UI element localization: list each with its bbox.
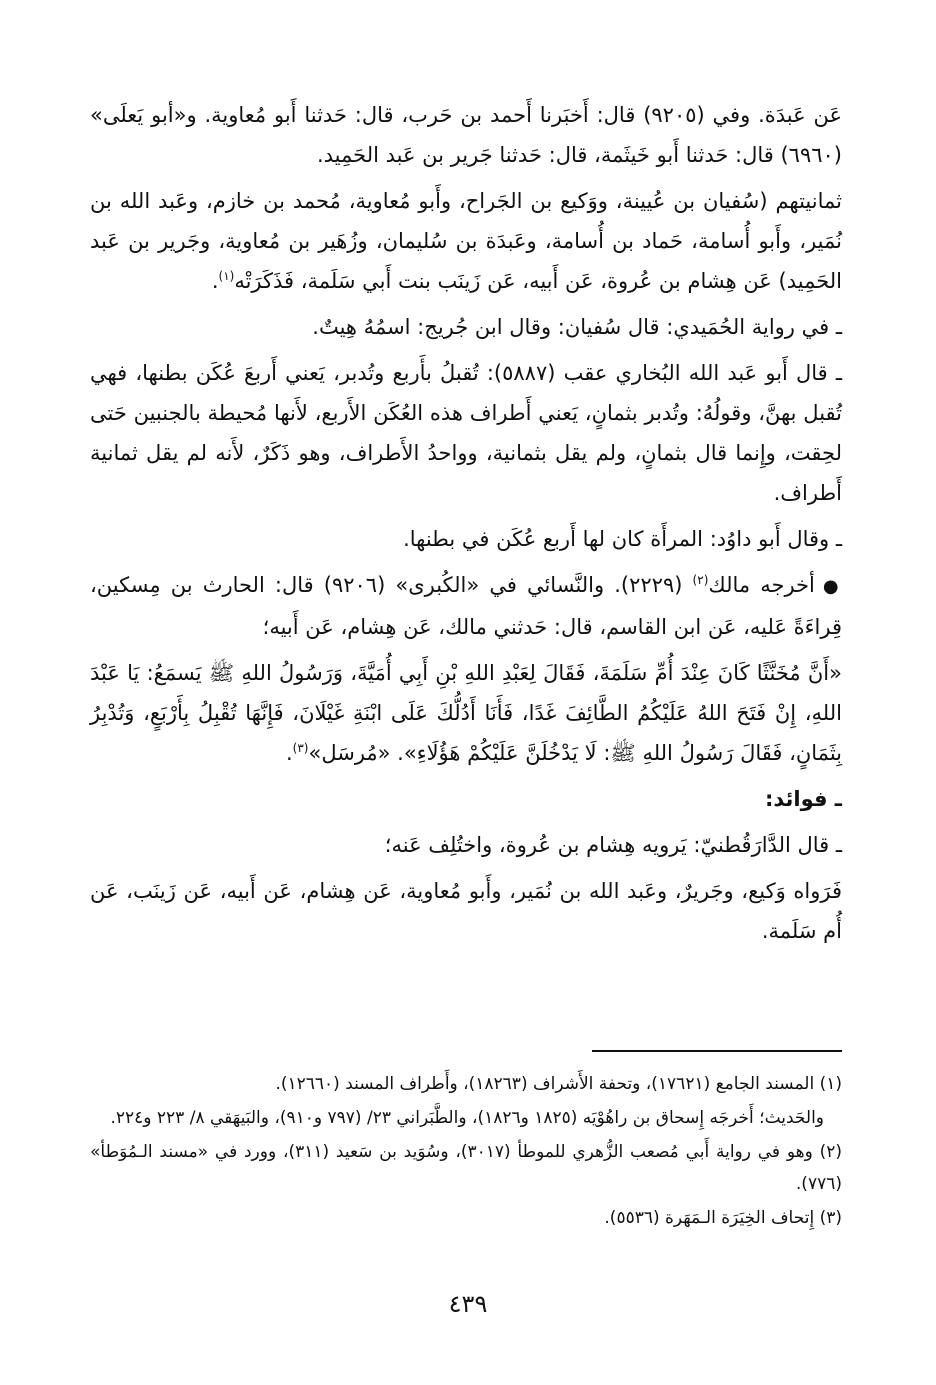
paragraph-5-text: ـ وقال أَبو داوُد: المرأَة كان لها أَربع عُكَن في بطنها. [403,527,842,551]
paragraph-8-text: ـ قال الدَّارَقُطنيّ: يَرويه هِشام بن عُروة، واختُلِف عَنه؛ [384,833,842,857]
footnote-divider [592,1050,842,1052]
main-text [90,95,842,957]
paragraph-2: ثمانيتهم (سُفيان بن عُيينة، ووَكيع بن الجَراح، وأَبو مُعاوية، مُحمد بن خازم، وعَبد الله بن نُمَير، وأَبو أُسامة، حَماد بن أُسامة، وعَبدَة بن سُليمان، وزُهَير بن مُعاوية، وجَرير بن عَبد الحَمِيد) عَن هِشام بن عُروة، عَن أَبيه، عَن زَينَب بنت أَبي سَلَمة، فَذَكَرَتْه$^{(١)}$. [90,189,842,293]
benefits-heading: ـ فوائد: [764,787,842,811]
page-number: ٤٣٩ [448,1290,488,1318]
paragraph-6-text-a: أخرجه مالك [708,573,815,597]
footnotes [90,1068,842,1236]
footnote-ref-1[interactable]: (١) [218,269,235,283]
paragraph-5 [90,519,842,559]
paragraph-9-text: فَرَواه وَكيع، وجَريرٌ، وعَبد الله بن نُمَير، وأَبو مُعاوية، عَن هِشام، عَن أَبيه، عَن زَينَب، عَن أُم سَلَمة. [90,879,842,943]
footnote-ref-3[interactable]: (٣) [292,741,309,755]
paragraph-3-text: ـ في رواية الحُمَيدي: قال سُفيان: وقال ابن جُريج: اسمُهُ هِيتٌ. [312,315,842,339]
paragraph-2-text: ثمانيتهم (سُفيان بن عُيينة، ووَكيع بن الجَراح، وأَبو مُعاوية، مُحمد بن خازم، وعَبد الله بن نُمَير، وأَبو أُسامة، حَماد بن أُسامة، وعَبدَة بن سُليمان، وزُهَير بن مُعاوية، وجَرير بن عَبد الحَمِيد) عَن هِشام بن عُروة، عَن أَبيه، عَن زَينَب بنت أَبي سَلَمة، فَذَكَرَتْه [90,189,842,293]
paragraph-1 [90,95,842,175]
bullet-icon: ● [822,576,842,597]
footnote-ref-2[interactable]: (٢) [692,573,709,587]
paragraph-4-text: ـ قال أَبو عَبد الله البُخاري عقب (٥٨٨٧): تُقبلُ بأَربع وتُدبر، يَعني أَربعَ عُكَن بطنها، فهي تُقبل بهنَّ، وقولُهُ: وتُدبر بثمانٍ، يَعني أَطراف هذه العُكَن الأَربع، لأَنها مُحيطة بالجنبين حَتى لحِقت، وإِنما قال بثمانٍ، ولم يقل بثمانية، وواحدُ الأَطراف، وهو ذَكَرٌ، لأَنه لم يقل ثمانية أَطراف. [90,361,842,505]
footnote-2: (٢) وهو في رواية أَبي مُصعب الزُّهري للموطأ (٣٠١٧)، وسُوَيد بن سَعيد (٣١١)، وورد في «مسند الـمُوَطأ» (٧٧٦). [90,1142,842,1194]
paragraph-1-text: عَن عَبدَة. وفي (٩٢٠٥) قال: أَخبَرنا أَحمد بن حَرب، قال: حَدثنا أَبو مُعاوية. و«أبو يَعلَى» (٦٩٦٠) قال: حَدثنا أَبو خَيثَمة، قال: حَدثنا جَرير بن عَبد الحَمِيد. [90,103,842,167]
hadith-text-body: «أَنَّ مُخَنَّثًا كَانَ عِنْدَ أُمِّ سَلَمَةَ، فَقَالَ لِعَبْدِ اللهِ بْنِ أَبِي أُمَيَّةَ، وَرَسُولُ اللهِ ﷺ يَسمَعُ: يَا عَبْدَ اللهِ، إِنْ فَتَحَ اللهُ عَلَيْكُمُ الطَّائِفَ غَدًا، فَأَنَا أَدُلُّكَ عَلَى ابْنَةِ غَيْلَانَ، فَإِنَّهَا تُقْبِلُ بِأَرْبَعٍ، وَتُدْبِرُ بِثَمَانٍ، فَقَالَ رَسُولُ اللهِ ﷺ: لَا يَدْخُلَنَّ عَلَيْكُمْ هَؤُلَاءِ». «مُرسَل» [90,661,842,765]
paragraph-8 [90,825,842,865]
footnote-1-continuation: والحَديث؛ أَخرجَه إِسحاق بن راهُوْيَه (١٨٢٥ و١٨٢٦)، والطَّبَراني ٢٣/ (٧٩٧ و٩١٠)، والبَيهَقي ٨/ ٢٢٣ و٢٢٤. [110,1108,824,1128]
paragraph-4 [90,353,842,513]
paragraph-3 [90,307,842,347]
paragraph-6 [90,565,842,647]
paragraph-9 [90,871,842,951]
footnote-3: (٣) إِتحاف الخِيَرَة الـمَهَرة (٥٥٣٦). [604,1208,842,1228]
paragraph-6-text-b: (٢٢٢٩). والنَّسائي في «الكُبرى» (٩٢٠٦) قال: الحارث بن مِسكين، قِراءَةً عَليه، عَن ابن القاسم، قال: حَدثني مالك، عَن هِشام، عَن أَبيه؛ [90,573,842,639]
hadith-text: «أَنَّ مُخَنَّثًا كَانَ عِنْدَ أُمِّ سَلَمَةَ، فَقَالَ لِعَبْدِ اللهِ بْنِ أَبِي أُمَيَّةَ، وَرَسُولُ اللهِ ﷺ يَسمَعُ: يَا عَبْدَ اللهِ، إِنْ فَتَحَ اللهُ عَلَيْكُمُ الطَّائِفَ غَدًا، فَأَنَا أَدُلُّكَ عَلَى ابْنَةِ غَيْلَانَ، فَإِنَّهَا تُقْبِلُ بِأَرْبَعٍ، وَتُدْبِرُ بِثَمَانٍ، فَقَالَ رَسُولُ اللهِ ﷺ: لَا يَدْخُلَنَّ عَلَيْكُمْ هَؤُلَاءِ». «مُرسَل»$^{(٣)}$. [90,661,842,765]
footnote-1: (١) المسند الجامع (١٧٦٢١)، وتحفة الأَشراف (١٨٢٦٣)، وأَطراف المسند (١٢٦٦٠). [275,1074,842,1094]
